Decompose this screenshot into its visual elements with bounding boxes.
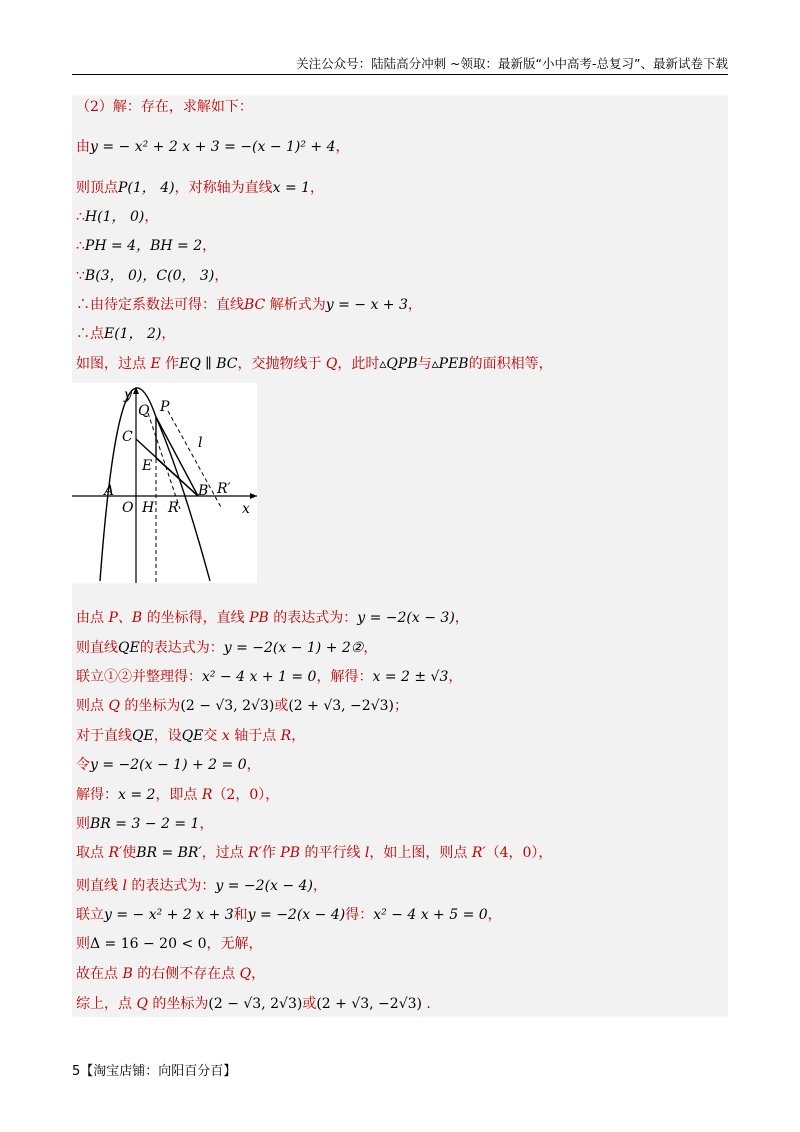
math-expression: y = −2(x − 1) + 2②	[223, 640, 364, 656]
solution-line-4: ∴H(1， 0)，	[76, 209, 159, 225]
math-expression: y = − x² + 2 x + 3 = −(x − 1)² + 4	[90, 139, 336, 155]
solution-line-13: 则点 Q 的坐标为(2 − √3, 2√3)或(2 + √3, −2√3)；	[76, 698, 408, 714]
solution-line-12: 联立①②并整理得：x² − 4 x + 1 = 0，解得：x = 2 ± √3，	[76, 669, 463, 685]
line-l	[168, 411, 222, 509]
math-expression: y = −2(x − 4)	[215, 878, 313, 894]
solution-line-19: 则直线 l 的表达式为：y = −2(x − 4)，	[76, 878, 327, 894]
math-expression: QE	[181, 728, 204, 744]
x-axis-arrow	[250, 493, 257, 499]
solution-line-18: 取点 R′使BR = BR′，过点 R′作 PB 的平行线 l，如上图，则点 R′（4，0），	[76, 845, 553, 861]
solution-line-5: ∴PH = 4，BH = 2，	[76, 238, 217, 254]
label-y: y	[124, 387, 132, 403]
math-expression: QE	[132, 728, 154, 744]
math-expression: (2 + √3, −2√3)	[316, 996, 422, 1012]
label-x: x	[242, 501, 250, 517]
math-expression: BR = 3 − 2 = 1	[90, 816, 200, 832]
solution-line-15: 令y = −2(x − 1) + 2 = 0，	[76, 757, 261, 773]
solution-line-21: 则Δ = 16 − 20 < 0，无解，	[76, 936, 263, 952]
math-expression: y = −2(x − 4)	[247, 907, 346, 923]
solution-line-17: 则BR = 3 − 2 = 1，	[76, 816, 214, 832]
label-C: C	[122, 429, 133, 445]
math-expression: E(1， 2)	[104, 326, 162, 342]
solution-line-11: 则直线QE的表达式为：y = −2(x − 1) + 2②，	[76, 640, 378, 656]
math-expression: (2 − √3, 2√3)	[208, 996, 303, 1012]
solution-line-22: 故在点 B 的右侧不存在点 Q，	[76, 966, 266, 982]
solution-line-7: ∴由待定系数法可得：直线BC 解析式为y = − x + 3，	[76, 297, 422, 313]
label-R: R	[168, 500, 179, 516]
parabola-diagram	[72, 383, 257, 583]
label-H: H	[142, 500, 155, 516]
math-expression: B(3， 0)，C(0， 3)	[84, 268, 215, 284]
solution-line-20: 联立y = − x² + 2 x + 3和y = −2(x − 4)得：x² − 4 x + 5 = 0，	[76, 907, 502, 923]
solution-line-8: ∴点E(1， 2)，	[76, 326, 176, 342]
line-QE	[148, 413, 180, 509]
math-expression: y = − x² + 2 x + 3	[104, 907, 234, 923]
label-B: B	[198, 483, 209, 499]
math-expression: EQ ∥ BC	[179, 356, 238, 372]
label-E: E	[142, 458, 153, 474]
math-expression: ▵QPB	[379, 356, 418, 372]
math-expression: y = − x + 3	[325, 297, 408, 313]
math-expression: QE	[118, 640, 140, 656]
math-expression: x² − 4 x + 1 = 0	[202, 669, 317, 685]
page-footer	[72, 1060, 236, 1079]
math-expression: x² − 4 x + 5 = 0	[373, 907, 488, 923]
solution-line-23: 综上，点 Q 的坐标为(2 − √3, 2√3)或(2 + √3, −2√3) .	[76, 996, 431, 1012]
footer-text: 5【淘宝店铺：向阳百分百】	[72, 1064, 237, 1079]
math-expression: x = 2	[118, 787, 156, 803]
math-expression: y = −2(x − 1) + 2 = 0	[90, 757, 247, 773]
math-expression: Δ = 16 − 20 < 0	[90, 936, 207, 952]
label-A: A	[104, 483, 115, 499]
label-R-prime: R′	[217, 481, 231, 497]
solution-line-14: 对于直线QE，设QE交 x 轴于点 R，	[76, 728, 306, 744]
page-header	[72, 56, 728, 75]
solution-line-16: 解得：x = 2，即点 R（2，0），	[76, 787, 280, 803]
header-text: 关注公众号：陆陆高分冲刺 ~领取：最新版“小中高考-总复习”、最新试卷下载	[296, 56, 728, 71]
solution-line-3: 则顶点P(1， 4)，对称轴为直线x = 1，	[76, 180, 325, 196]
math-expression: y = −2(x − 3)	[357, 610, 455, 626]
math-expression: H(1， 0)	[84, 209, 145, 225]
math-expression: x = 2 ± √3	[372, 669, 449, 685]
label-l: l	[198, 435, 203, 451]
solution-line-2: 由y = − x² + 2 x + 3 = −(x − 1)² + 4，	[76, 139, 350, 155]
math-expression: BR = BR′	[136, 845, 202, 861]
math-expression: (2 − √3, 2√3)	[180, 698, 275, 714]
label-O: O	[122, 500, 134, 516]
segment-EB	[156, 458, 198, 496]
parabola-curve	[100, 388, 210, 581]
label-Q: Q	[138, 403, 150, 419]
solution-line-1: （2）解：存在，求解如下：	[76, 99, 253, 115]
math-expression: (2 + √3, −2√3)	[288, 698, 394, 714]
math-expression: P(1， 4)	[118, 180, 175, 196]
label-P: P	[160, 399, 170, 415]
math-expression: x = 1	[272, 180, 311, 196]
solution-line-9: 如图，过点 E 作EQ ∥ BC，交抛物线于 Q，此时▵QPB与▵PEB的面积相等，	[76, 356, 553, 372]
math-expression: PH = 4，BH = 2	[84, 238, 203, 254]
parabola-figure	[72, 383, 257, 583]
math-expression: ▵PEB	[431, 356, 469, 372]
solution-line-10: 由点 P、B 的坐标得，直线 PB 的表达式为：y = −2(x − 3)，	[76, 610, 469, 626]
solution-line-6: ∵B(3， 0)，C(0， 3)，	[76, 268, 229, 284]
